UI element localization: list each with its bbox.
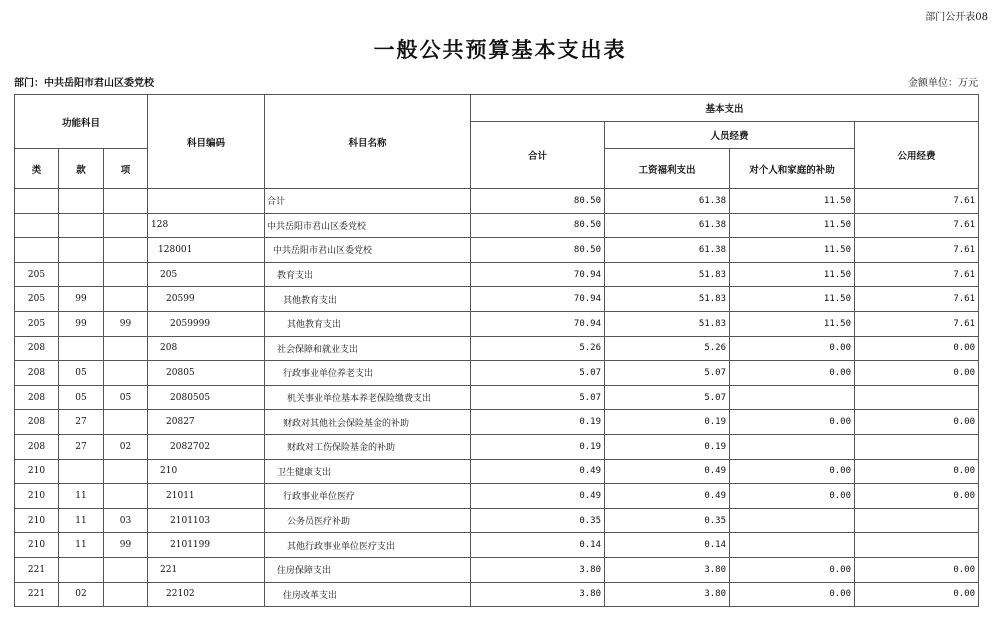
subject-name-cell: 机关事业单位基本养老保险缴费支出	[265, 385, 471, 410]
subject-code-cell: 128001	[148, 238, 265, 263]
total-cell: 70.94	[471, 311, 605, 336]
kuan-cell: 27	[59, 434, 104, 459]
header-kuan: 款	[59, 149, 104, 189]
subject-name-cell: 其他教育支出	[265, 311, 471, 336]
kuan-cell: 99	[59, 311, 104, 336]
table-row	[15, 484, 979, 509]
subsidy-cell: 11.50	[730, 189, 855, 214]
lei-cell: 221	[15, 582, 59, 607]
total-cell: 0.49	[471, 459, 605, 484]
total-cell: 0.49	[471, 484, 605, 509]
subject-code-cell: 2080505	[148, 385, 265, 410]
lei-cell: 210	[15, 508, 59, 533]
header-basic-expenditure: 基本支出	[471, 95, 979, 122]
lei-cell: 208	[15, 361, 59, 386]
kuan-cell: 99	[59, 287, 104, 312]
subject-name-cell: 中共岳阳市君山区委党校	[265, 213, 471, 238]
lei-cell: 210	[15, 484, 59, 509]
subject-code-cell: 128	[148, 213, 265, 238]
total-cell: 5.26	[471, 336, 605, 361]
table-row	[15, 287, 979, 312]
xiang-cell: 02	[104, 434, 148, 459]
lei-cell: 208	[15, 434, 59, 459]
subject-code-cell: 210	[148, 459, 265, 484]
subsidy-cell: 0.00	[730, 410, 855, 435]
subject-name-cell: 公务员医疗补助	[265, 508, 471, 533]
subsidy-cell	[730, 434, 855, 459]
wages-cell: 0.49	[605, 484, 730, 509]
subject-code-cell	[148, 189, 265, 214]
public-funds-cell: 0.00	[855, 459, 979, 484]
kuan-cell: 05	[59, 361, 104, 386]
department-label: 部门：中共岳阳市君山区委党校	[14, 78, 154, 89]
subject-name-cell: 财政对工伤保险基金的补助	[265, 434, 471, 459]
subject-code-cell: 205	[148, 262, 265, 287]
subject-code-cell: 2101199	[148, 533, 265, 558]
public-funds-cell: 7.61	[855, 238, 979, 263]
public-funds-cell: 0.00	[855, 582, 979, 607]
total-cell: 70.94	[471, 262, 605, 287]
wages-cell: 5.26	[605, 336, 730, 361]
subject-name-cell: 住房改革支出	[265, 582, 471, 607]
xiang-cell	[104, 484, 148, 509]
subject-name-cell: 其他教育支出	[265, 287, 471, 312]
wages-cell: 0.19	[605, 434, 730, 459]
subsidy-cell: 0.00	[730, 557, 855, 582]
header-personnel: 人员经费	[605, 122, 855, 149]
kuan-cell: 27	[59, 410, 104, 435]
lei-cell: 205	[15, 311, 59, 336]
public-funds-cell: 7.61	[855, 213, 979, 238]
subject-name-cell: 住房保障支出	[265, 557, 471, 582]
total-cell: 3.80	[471, 557, 605, 582]
subsidy-cell: 0.00	[730, 361, 855, 386]
xiang-cell: 03	[104, 508, 148, 533]
subject-name-cell: 行政事业单位医疗	[265, 484, 471, 509]
kuan-cell	[59, 238, 104, 263]
kuan-cell	[59, 459, 104, 484]
total-cell: 0.19	[471, 434, 605, 459]
lei-cell: 205	[15, 287, 59, 312]
subject-code-cell: 22102	[148, 582, 265, 607]
public-funds-cell: 7.61	[855, 287, 979, 312]
xiang-cell: 05	[104, 385, 148, 410]
lei-cell: 205	[15, 262, 59, 287]
total-cell: 0.14	[471, 533, 605, 558]
table-row	[15, 459, 979, 484]
table-number: 部门公开表08	[925, 12, 988, 23]
wages-cell: 51.83	[605, 311, 730, 336]
kuan-cell	[59, 557, 104, 582]
subject-name-cell: 合计	[265, 189, 471, 214]
subject-code-cell: 221	[148, 557, 265, 582]
wages-cell: 61.38	[605, 238, 730, 263]
kuan-cell	[59, 336, 104, 361]
kuan-cell: 05	[59, 385, 104, 410]
subsidy-cell	[730, 533, 855, 558]
xiang-cell	[104, 213, 148, 238]
table-row	[15, 557, 979, 582]
subject-code-cell: 20599	[148, 287, 265, 312]
total-cell: 80.50	[471, 213, 605, 238]
table-row	[15, 238, 979, 263]
header-subject-name: 科目名称	[265, 95, 471, 189]
public-funds-cell: 0.00	[855, 557, 979, 582]
public-funds-cell: 0.00	[855, 410, 979, 435]
table-row	[15, 508, 979, 533]
public-funds-cell: 0.00	[855, 361, 979, 386]
subsidy-cell	[730, 385, 855, 410]
table-body	[15, 189, 979, 607]
subsidy-cell: 0.00	[730, 336, 855, 361]
xiang-cell	[104, 361, 148, 386]
subsidy-cell: 11.50	[730, 213, 855, 238]
xiang-cell	[104, 557, 148, 582]
wages-cell: 51.83	[605, 287, 730, 312]
subsidy-cell: 0.00	[730, 582, 855, 607]
table-row	[15, 385, 979, 410]
public-funds-cell	[855, 508, 979, 533]
xiang-cell	[104, 582, 148, 607]
budget-table	[14, 94, 979, 607]
table-row	[15, 434, 979, 459]
header-public-funds: 公用经费	[855, 122, 979, 189]
table-row	[15, 336, 979, 361]
lei-cell: 208	[15, 410, 59, 435]
total-cell: 5.07	[471, 385, 605, 410]
wages-cell: 0.35	[605, 508, 730, 533]
subsidy-cell: 11.50	[730, 238, 855, 263]
header-func-subject: 功能科目	[15, 95, 148, 149]
subject-name-cell: 社会保障和就业支出	[265, 336, 471, 361]
xiang-cell	[104, 459, 148, 484]
kuan-cell: 11	[59, 508, 104, 533]
xiang-cell: 99	[104, 311, 148, 336]
subject-code-cell: 20827	[148, 410, 265, 435]
kuan-cell: 11	[59, 533, 104, 558]
header-total: 合计	[471, 122, 605, 189]
public-funds-cell: 0.00	[855, 484, 979, 509]
header-subsidy: 对个人和家庭的补助	[730, 149, 855, 189]
xiang-cell	[104, 410, 148, 435]
public-funds-cell	[855, 533, 979, 558]
total-cell: 0.19	[471, 410, 605, 435]
total-cell: 0.35	[471, 508, 605, 533]
wages-cell: 3.80	[605, 557, 730, 582]
total-cell: 80.50	[471, 238, 605, 263]
public-funds-cell: 0.00	[855, 336, 979, 361]
total-cell: 80.50	[471, 189, 605, 214]
header-xiang: 项	[104, 149, 148, 189]
subject-name-cell: 行政事业单位养老支出	[265, 361, 471, 386]
kuan-cell	[59, 213, 104, 238]
subject-code-cell: 2101103	[148, 508, 265, 533]
public-funds-cell	[855, 434, 979, 459]
subject-name-cell: 财政对其他社会保险基金的补助	[265, 410, 471, 435]
subsidy-cell	[730, 508, 855, 533]
subsidy-cell: 11.50	[730, 287, 855, 312]
table-row	[15, 582, 979, 607]
lei-cell	[15, 213, 59, 238]
kuan-cell	[59, 189, 104, 214]
subject-name-cell: 中共岳阳市君山区委党校	[265, 238, 471, 263]
subject-name-cell: 其他行政事业单位医疗支出	[265, 533, 471, 558]
subsidy-cell: 0.00	[730, 484, 855, 509]
subsidy-cell: 11.50	[730, 262, 855, 287]
xiang-cell	[104, 238, 148, 263]
xiang-cell: 99	[104, 533, 148, 558]
subject-code-cell: 20805	[148, 361, 265, 386]
header-subject-code: 科目编码	[148, 95, 265, 189]
xiang-cell	[104, 189, 148, 214]
lei-cell: 221	[15, 557, 59, 582]
total-cell: 3.80	[471, 582, 605, 607]
lei-cell	[15, 189, 59, 214]
lei-cell: 210	[15, 459, 59, 484]
xiang-cell	[104, 262, 148, 287]
subject-code-cell: 21011	[148, 484, 265, 509]
public-funds-cell: 7.61	[855, 189, 979, 214]
unit-label: 金额单位：万元	[908, 78, 978, 89]
kuan-cell	[59, 262, 104, 287]
header-wages: 工资福利支出	[605, 149, 730, 189]
wages-cell: 61.38	[605, 213, 730, 238]
kuan-cell: 02	[59, 582, 104, 607]
table-row	[15, 213, 979, 238]
kuan-cell: 11	[59, 484, 104, 509]
header-lei: 类	[15, 149, 59, 189]
subsidy-cell: 0.00	[730, 459, 855, 484]
lei-cell: 208	[15, 385, 59, 410]
wages-cell: 0.14	[605, 533, 730, 558]
wages-cell: 61.38	[605, 189, 730, 214]
table-row	[15, 311, 979, 336]
lei-cell: 208	[15, 336, 59, 361]
page-title: 一般公共预算基本支出表	[373, 37, 627, 62]
table-row	[15, 189, 979, 214]
table-row	[15, 533, 979, 558]
xiang-cell	[104, 287, 148, 312]
wages-cell: 0.19	[605, 410, 730, 435]
table-row	[15, 361, 979, 386]
total-cell: 70.94	[471, 287, 605, 312]
subject-code-cell: 2059999	[148, 311, 265, 336]
subsidy-cell: 11.50	[730, 311, 855, 336]
xiang-cell	[104, 336, 148, 361]
wages-cell: 5.07	[605, 361, 730, 386]
wages-cell: 5.07	[605, 385, 730, 410]
total-cell: 5.07	[471, 361, 605, 386]
table-row	[15, 410, 979, 435]
lei-cell: 210	[15, 533, 59, 558]
table-row	[15, 262, 979, 287]
public-funds-cell: 7.61	[855, 262, 979, 287]
public-funds-cell: 7.61	[855, 311, 979, 336]
subject-code-cell: 2082702	[148, 434, 265, 459]
subject-code-cell: 208	[148, 336, 265, 361]
subject-name-cell: 教育支出	[265, 262, 471, 287]
wages-cell: 3.80	[605, 582, 730, 607]
lei-cell	[15, 238, 59, 263]
subject-name-cell: 卫生健康支出	[265, 459, 471, 484]
wages-cell: 0.49	[605, 459, 730, 484]
wages-cell: 51.83	[605, 262, 730, 287]
public-funds-cell	[855, 385, 979, 410]
